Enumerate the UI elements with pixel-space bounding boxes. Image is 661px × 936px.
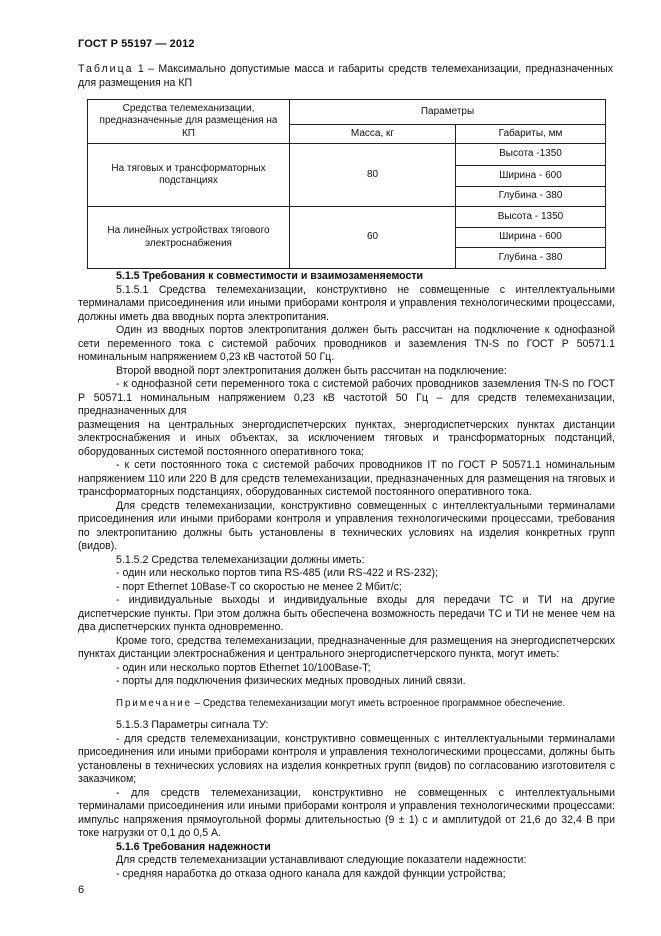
- row1-mass: 80: [290, 144, 456, 207]
- row1-name: На тяговых и трансформаторных подстанциях: [88, 144, 290, 207]
- list-item: - для средств телемеханизации, конструктивно совмещенных с интеллектуальными терминалами присоединения или иными приборами контроля и управления технологическими процессами, должны быть установлены в технических условиях на изделия конкретных групп (видов) по согласованию изготовителя с заказчиком;: [78, 732, 615, 785]
- row2-dim-depth: Глубина - 380: [456, 248, 606, 269]
- paragraph: Для средств телемеханизации устанавливают следующие показатели надежности:: [116, 854, 527, 866]
- row1-dim-height: Высота -1350: [456, 144, 606, 166]
- paragraph: Кроме того, средства телемеханизации, предназначенные для размещения на энергодиспетчерских пунктах дистанции электроснабжения и центрального энергодиспетчерского пункта, могут иметь:: [78, 634, 615, 660]
- table-caption: [78, 63, 613, 90]
- document-body: [78, 270, 615, 881]
- row2-mass: 60: [290, 207, 456, 269]
- row1-dim-width: Ширина - 600: [456, 166, 606, 187]
- paragraph: размещения на центральных энергодиспетчерских пунктах, энергодиспетчерских пунктах дистанции электроснабжения и иных объектах, за исключением тяговых и трансформаторных подстанций, оборудованных системой постоянного оперативного тока;: [78, 418, 615, 458]
- document-header: ГОСТ Р 55197 — 2012: [78, 38, 195, 50]
- header-mass: Масса, кг: [290, 125, 456, 144]
- list-item: - один или несколько портов типа RS-485 (или RS-422 и RS-232);: [116, 567, 439, 579]
- paragraph: 5.1.5.1 Средства телемеханизации, конструктивно не совмещенные с интеллектуальными терминалами присоединения или иными приборами контроля и управления технологическими процессами, должны иметь два вводных порта электропитания.: [78, 283, 615, 323]
- row2-dim-width: Ширина - 600: [456, 228, 606, 248]
- list-item: - к однофазной сети переменного тока с системой рабочих проводников заземления TN-S по ГОСТ Р 50571.1 номинальным напряжением 0,23 кВ частотой 50 Гц – для средств телемеханизации, предназначенных для: [78, 378, 615, 417]
- header-means: Средства телемеханизации, предназначенные для размещения на КП: [88, 100, 290, 144]
- list-item: - индивидуальные выходы и индивидуальные входы для передачи ТС и ТИ на другие диспетчерские пункты. При этом должна быть обеспечена возможность передачи ТС и ТИ не менее чем на два диспетчерских пункта одновременно.: [78, 594, 615, 633]
- header-params: Параметры: [290, 100, 606, 125]
- row1-dim-depth: Глубина - 380: [456, 187, 606, 207]
- list-item: - порт Ethernet 10Base-T со скоростью не менее 2 Мбит/с;: [116, 580, 402, 593]
- note-label: Примечание: [116, 697, 193, 709]
- list-item: - средняя наработка до отказа одного канала для каждой функции устройства;: [116, 867, 506, 880]
- list-item: - порты для подключения физических медных проводных линий связи.: [116, 675, 466, 687]
- note: [78, 697, 615, 711]
- page-number: 6: [78, 884, 85, 896]
- table-caption-text: 1 – Максимально допустимые масса и габариты средств телемеханизации, предназначенных для размещения на КП: [78, 63, 614, 89]
- table-caption-label: Таблица: [78, 63, 134, 75]
- row2-dim-height: Высота - 1350: [456, 207, 606, 228]
- list-item: - для средств телемеханизации, конструктивно не совмещенных с интеллектуальными терминалами присоединения или иными приборами контроля и управления технологическими процессами: импульс напряжения прямоугольной формы длительностью (9 ± 1) с и амплитудой от 21,6 до 32,4 В при токе нагрузки от 0,1 до 0,5 А.: [78, 786, 615, 839]
- parameters-table: [87, 99, 606, 269]
- paragraph: Один из вводных портов электропитания должен быть рассчитан на подключение к однофазной сети переменного тока с системой рабочих проводников и заземления TN-S по ГОСТ Р 50571.1 номинальным напряжением 0,23 кВ частотой 50 Гц.: [78, 324, 615, 363]
- section-heading: 5.1.6 Требования надежности: [116, 840, 271, 853]
- header-dims: Габариты, мм: [456, 125, 606, 144]
- row2-name: На линейных устройствах тягового электроснабжения: [88, 207, 290, 269]
- paragraph: Второй вводной порт электропитания должен быть рассчитан на подключение:: [116, 364, 507, 377]
- note-text: – Средства телемеханизации могут иметь встроенное программное обеспечение.: [192, 697, 566, 709]
- paragraph: 5.1.5.2 Средства телемеханизации должны иметь:: [116, 553, 365, 566]
- section-heading: 5.1.5 Требования к совместимости и взаимозаменяемости: [116, 270, 424, 282]
- list-item: - к сети постоянного тока с системой рабочих проводников IT по ГОСТ Р 50571.1 номинальным напряжением 110 или 220 В для средств телемеханизации, предназначенных для размещения на тяговых и трансформаторных подстанциях, оборудованных системой постоянного оперативного тока.: [78, 459, 615, 498]
- paragraph: Для средств телемеханизации, конструктивно совмещенных с интеллектуальными терминалами присоединения или иными приборами контроля и управления технологическими процессами, требования по электропитанию должны быть установлены в технических условиях на изделия конкретных групп (видов).: [78, 499, 615, 552]
- paragraph: 5.1.5.3 Параметры сигнала ТУ:: [116, 719, 269, 731]
- list-item: - один или несколько портов Ethernet 10/100Base-T;: [116, 661, 371, 674]
